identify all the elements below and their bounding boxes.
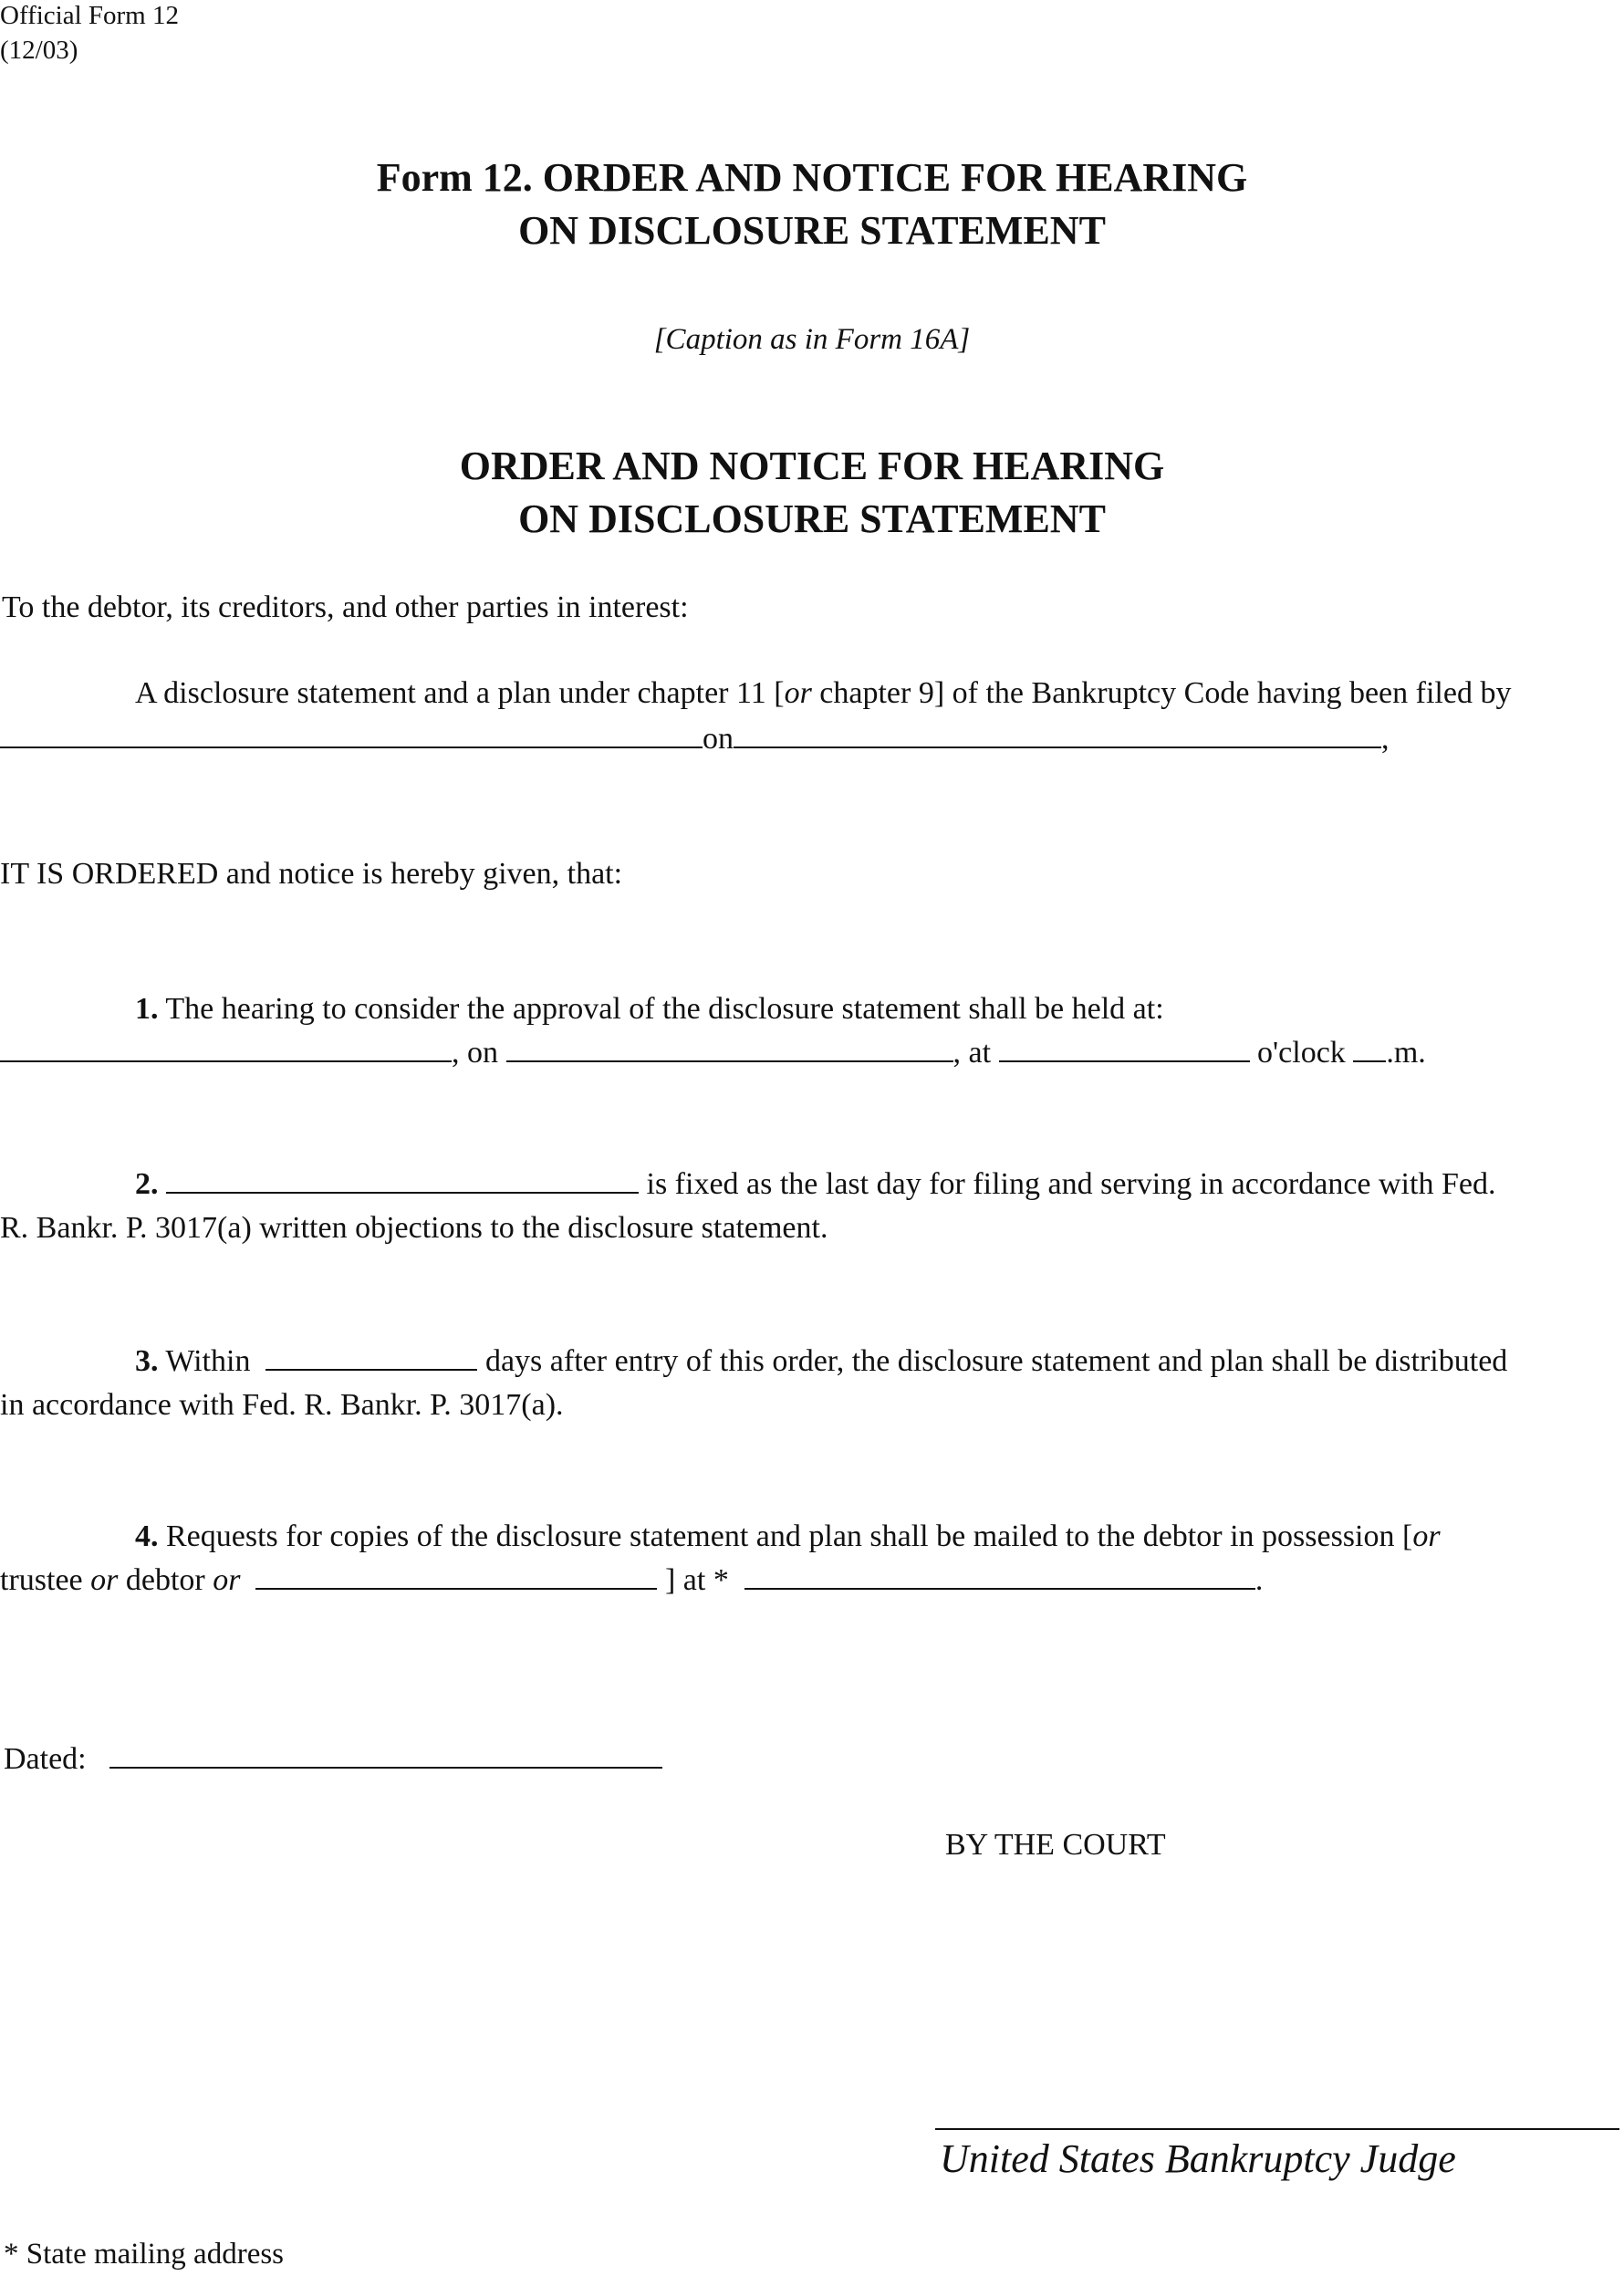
am-pm-blank[interactable] [1353,1035,1386,1062]
judge-signature-line[interactable] [935,2128,1619,2130]
judge-title: United States Bankruptcy Judge [940,2136,1456,2181]
distribution-days-blank[interactable] [265,1343,477,1371]
other-party-blank[interactable] [255,1562,657,1590]
order-title-line1: ORDER AND NOTICE FOR HEARING [459,444,1165,488]
item1-line2: , on , at o'clock .m. [0,1035,1426,1071]
intro-line2: on , [0,721,1390,757]
filer-name-blank[interactable] [0,721,703,748]
item3-line2: in accordance with Fed. R. Bankr. P. 3017(a). [0,1388,564,1422]
item2-line1: 2. is fixed as the last day for filing and serving in accordance with Fed. [135,1167,1496,1201]
item4-line1: 4. Requests for copies of the disclosure statement and plan shall be mailed to the debtor in possession [or [135,1519,1441,1553]
order-title-line2: ON DISCLOSURE STATEMENT [518,496,1106,541]
hearing-date-blank[interactable] [506,1035,953,1062]
mailing-address-blank[interactable] [744,1562,1255,1590]
salutation: To the debtor, its creditors, and other parties in interest: [2,590,689,624]
order-title [0,440,1624,546]
form-title-line2: ON DISCLOSURE STATEMENT [518,208,1106,253]
form-title-line1: Form 12. ORDER AND NOTICE FOR HEARING [376,155,1248,200]
by-the-court: BY THE COURT [945,1828,1166,1862]
item1-line1: 1. The hearing to consider the approval of the disclosure statement shall be held at: [135,992,1164,1026]
filing-date-blank[interactable] [734,721,1381,748]
form-revision-date: (12/03) [0,36,78,65]
dated-line: Dated: [4,1741,662,1778]
ordered-statement: IT IS ORDERED and notice is hereby given, that: [0,857,623,891]
item3-line1: 3. Within days after entry of this order, the disclosure statement and plan shall be distributed [135,1344,1508,1378]
form-title [0,151,1624,257]
objection-deadline-blank[interactable] [166,1166,639,1194]
footnote: * State mailing address [4,2238,285,2271]
form-number: Official Form 12 [0,1,179,30]
hearing-time-blank[interactable] [999,1035,1250,1062]
item4-line2: trustee or debtor or ] at * . [0,1563,1264,1597]
intro-line1: A disclosure statement and a plan under chapter 11 [or chapter 9] of the Bankruptcy Code having been filed by [135,676,1512,710]
dated-blank[interactable] [109,1741,662,1769]
hearing-location-blank[interactable] [0,1035,452,1062]
caption-note: [Caption as in Form 16A] [653,323,971,356]
item2-line2: R. Bankr. P. 3017(a) written objections to the disclosure statement. [0,1211,828,1245]
